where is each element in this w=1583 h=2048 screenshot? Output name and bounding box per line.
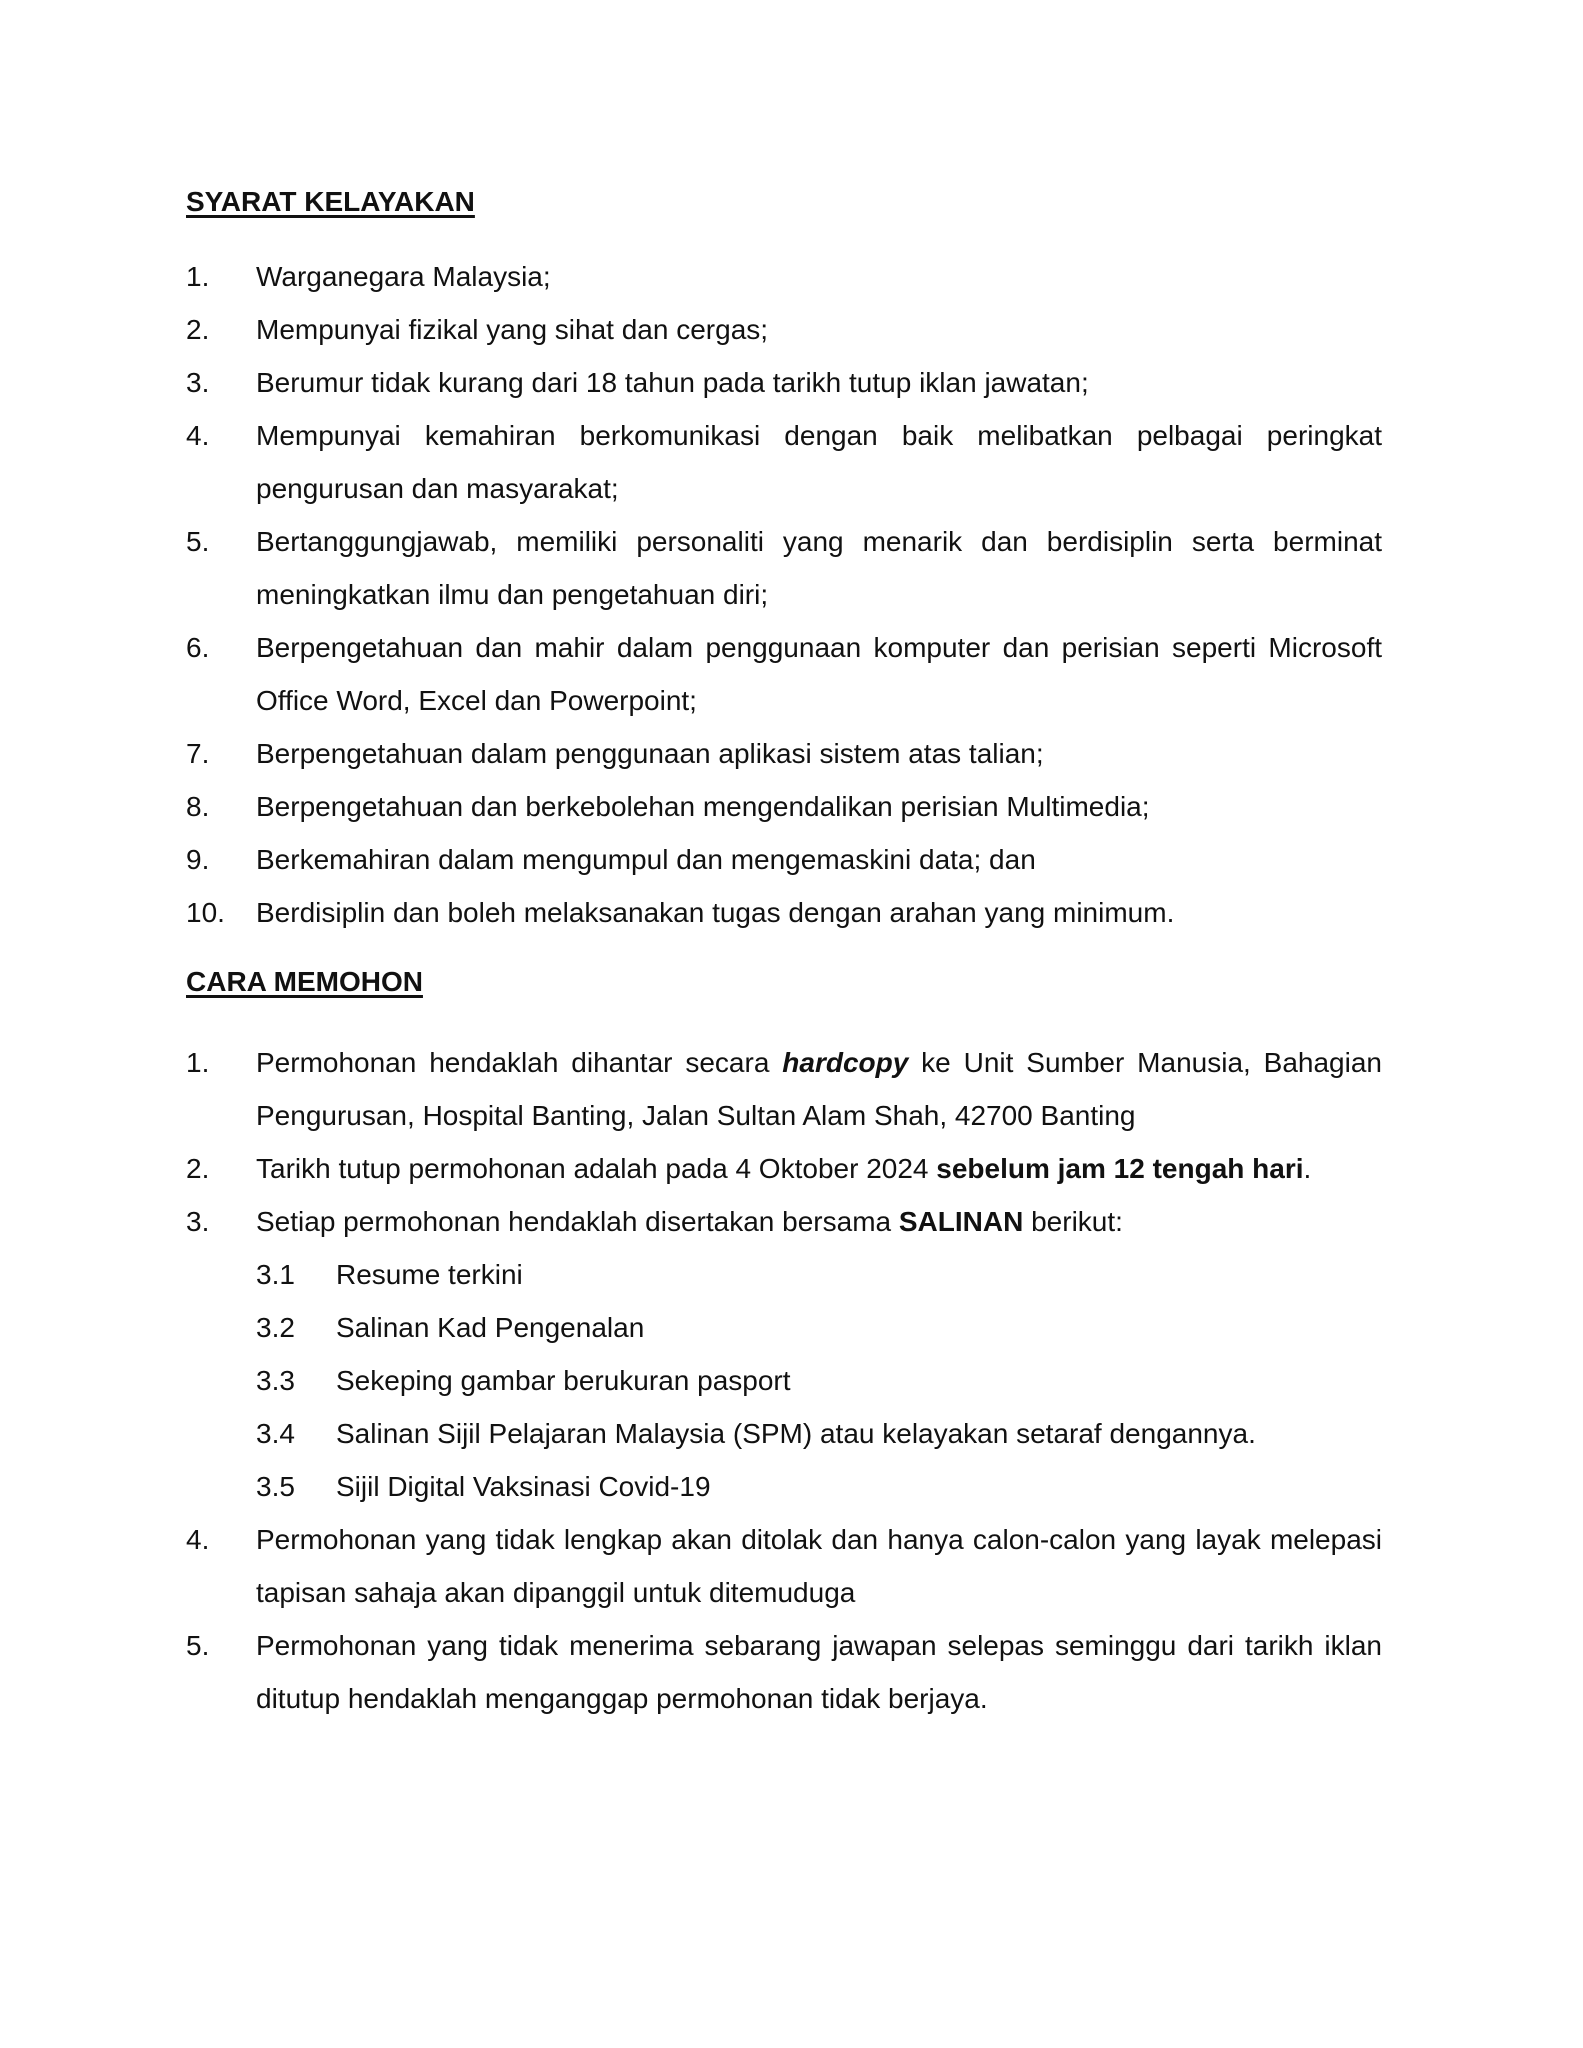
item-number: 7. [186, 738, 210, 769]
syarat-list [186, 250, 1382, 939]
item-text-pre: Permohonan hendaklah dihantar secara [256, 1047, 783, 1078]
list-item [186, 1142, 1382, 1195]
item-number: 4. [186, 420, 210, 451]
list-item [186, 621, 1382, 727]
item-text: Berumur tidak kurang dari 18 tahun pada tarikh tutup iklan jawatan; [256, 367, 1089, 398]
item-text: Mempunyai fizikal yang sihat dan cergas; [256, 314, 769, 345]
item-text-bold: sebelum jam 12 tengah hari [936, 1153, 1304, 1184]
item-text: Berpengetahuan dan mahir dalam penggunaan komputer dan perisian seperti Microsoft Office Word, Excel dan Powerpoint; [256, 632, 1382, 716]
list-item [186, 515, 1382, 621]
sub-item-number: 3.2 [256, 1312, 295, 1343]
item-number: 10. [186, 897, 225, 928]
list-item [186, 727, 1382, 780]
list-item [186, 1513, 1382, 1619]
sub-list-item [256, 1301, 1382, 1354]
item-text: Mempunyai kemahiran berkomunikasi dengan baik melibatkan pelbagai peringkat pengurusan dan masyarakat; [256, 420, 1382, 504]
list-item [186, 250, 1382, 303]
item-text-post: . [1303, 1153, 1312, 1184]
item-text: Berkemahiran dalam mengumpul dan mengemaskini data; dan [256, 844, 1036, 875]
item-text-post: ke Unit Sumber Manusia, Bahagian Pengurusan, Hospital Banting, Jalan Sultan Alam Shah, 42700 Banting [256, 1047, 1382, 1131]
cara-list [186, 1036, 1382, 1725]
item-text: Permohonan yang tidak menerima sebarang jawapan selepas seminggu dari tarikh iklan ditutup hendaklah menganggap permohonan tidak berjaya. [256, 1630, 1382, 1714]
item-number: 3. [186, 367, 210, 398]
sub-list [256, 1248, 1382, 1513]
item-text-post: berikut: [1023, 1206, 1123, 1237]
list-item [186, 886, 1382, 939]
sub-item-text: Salinan Sijil Pelajaran Malaysia (SPM) atau kelayakan setaraf dengannya. [336, 1418, 1256, 1449]
list-item [186, 1195, 1382, 1513]
sub-item-text: Salinan Kad Pengenalan [336, 1312, 645, 1343]
list-item [186, 1036, 1382, 1142]
item-number: 2. [186, 314, 210, 345]
item-number: 5. [186, 526, 210, 557]
item-text-pre: Tarikh tutup permohonan adalah pada 4 Oktober 2024 [256, 1153, 937, 1184]
list-item [186, 833, 1382, 886]
list-item [186, 1619, 1382, 1725]
item-text: Permohonan yang tidak lengkap akan ditolak dan hanya calon-calon yang layak melepasi tapisan sahaja akan dipanggil untuk ditemuduga [256, 1524, 1382, 1608]
list-item [186, 303, 1382, 356]
item-text: Berpengetahuan dan berkebolehan mengendalikan perisian Multimedia; [256, 791, 1150, 822]
item-text: Berpengetahuan dalam penggunaan aplikasi sistem atas talian; [256, 738, 1044, 769]
sub-list-item [256, 1248, 1382, 1301]
item-text-bold: SALINAN [898, 1206, 1024, 1237]
sub-item-text: Sijil Digital Vaksinasi Covid-19 [336, 1471, 711, 1502]
item-text-emphasis: hardcopy [782, 1047, 909, 1078]
item-number: 6. [186, 632, 210, 663]
sub-item-text: Resume terkini [336, 1259, 523, 1290]
sub-list-item [256, 1354, 1382, 1407]
cara-heading: CARA MEMOHON [186, 966, 423, 997]
syarat-heading: SYARAT KELAYAKAN [186, 186, 475, 217]
item-number: 4. [186, 1524, 210, 1555]
sub-list-item [256, 1460, 1382, 1513]
sub-item-number: 3.1 [256, 1259, 295, 1290]
sub-item-number: 3.4 [256, 1418, 295, 1449]
item-number: 1. [186, 261, 210, 292]
sub-list-item [256, 1407, 1382, 1460]
sub-item-number: 3.3 [256, 1365, 295, 1396]
list-item [186, 356, 1382, 409]
sub-item-text: Sekeping gambar berukuran pasport [336, 1365, 791, 1396]
item-number: 9. [186, 844, 210, 875]
item-text: Warganegara Malaysia; [256, 261, 551, 292]
list-item [186, 409, 1382, 515]
item-text: Berdisiplin dan boleh melaksanakan tugas dengan arahan yang minimum. [256, 897, 1175, 928]
item-text-pre: Setiap permohonan hendaklah disertakan bersama [256, 1206, 899, 1237]
item-number: 1. [186, 1047, 210, 1078]
item-number: 5. [186, 1630, 210, 1661]
item-number: 3. [186, 1206, 210, 1237]
item-number: 2. [186, 1153, 210, 1184]
item-text: Bertanggungjawab, memiliki personaliti yang menarik dan berdisiplin serta berminat meningkatkan ilmu dan pengetahuan diri; [256, 526, 1382, 610]
list-item [186, 780, 1382, 833]
sub-item-number: 3.5 [256, 1471, 295, 1502]
item-number: 8. [186, 791, 210, 822]
